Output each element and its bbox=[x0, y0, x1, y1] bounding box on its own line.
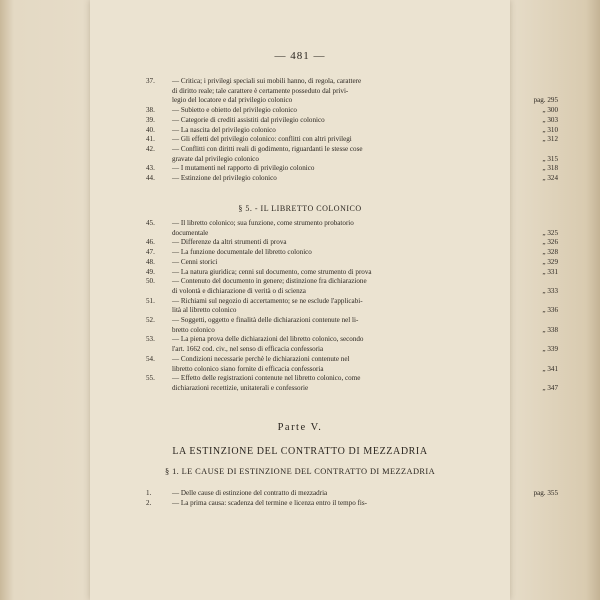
toc-block-1 bbox=[146, 77, 558, 184]
entry-text-line: — Subietto e obietto del privilegio colonico bbox=[172, 106, 297, 115]
entry-page-ref: „ 329 bbox=[542, 257, 558, 266]
toc-entry bbox=[146, 267, 558, 278]
toc-block-3 bbox=[146, 489, 558, 508]
entry-text-line: legio del locatore e dal privilegio colonico bbox=[172, 96, 293, 105]
entry-text-line: di volontà e dichiarazione di verità o di scienza bbox=[172, 286, 306, 295]
entry-text-line: di diritto reale; tale carattere è certamente posseduto dal privi- bbox=[172, 86, 349, 95]
entry-number: 37. bbox=[146, 77, 155, 85]
toc-entry bbox=[146, 174, 558, 184]
entry-number: 43. bbox=[146, 164, 155, 173]
entry-number: 40. bbox=[146, 125, 155, 134]
entry-text-line: — Estinzione del privilegio colonico bbox=[172, 174, 277, 183]
entry-page-ref: „ 338 bbox=[542, 325, 558, 334]
entry-number: 47. bbox=[146, 248, 155, 257]
entry-text-line: — La prima causa: scadenza del termine e licenza entro il tempo fis- bbox=[172, 498, 367, 507]
entry-number: 2. bbox=[146, 498, 152, 507]
toc-entry bbox=[146, 125, 558, 136]
entry-text-line: libretto colonico siano fornite di efficacia confessoria bbox=[172, 364, 324, 373]
entry-text-line: — Critica; i privilegi speciali sui mobili hanno, di regola, carattere bbox=[172, 77, 362, 85]
toc-entry bbox=[146, 354, 558, 374]
entry-text-line: — Conflitti con diritti reali di godimento, riguardanti le stesse cose bbox=[172, 144, 363, 153]
part-title: Parte V. bbox=[277, 422, 323, 433]
entry-page-ref: „ 347 bbox=[542, 383, 558, 392]
entry-page-ref: „ 326 bbox=[542, 238, 558, 247]
toc-entry bbox=[146, 106, 558, 116]
book-page bbox=[90, 0, 558, 600]
toc-entry bbox=[146, 316, 558, 335]
section-1-title: § 1. LE CAUSE DI ESTINZIONE DEL CONTRATTO DI MEZZADRIA bbox=[164, 467, 436, 476]
entry-page-ref: „ 325 bbox=[542, 228, 558, 237]
entry-number: 38. bbox=[146, 106, 155, 115]
toc-entry bbox=[146, 219, 558, 238]
entry-number: 48. bbox=[146, 257, 155, 266]
entry-number: 46. bbox=[146, 238, 155, 247]
toc-entry bbox=[146, 77, 558, 106]
toc-entry bbox=[146, 144, 558, 164]
entry-text-line: lità al libretto colonico bbox=[172, 306, 237, 315]
entry-page-ref: „ 303 bbox=[542, 115, 558, 124]
entry-text-line: — Soggetti, oggetto e finalità delle dichiarazioni contenute nel li- bbox=[172, 316, 359, 325]
entry-page-ref: „ 331 bbox=[542, 267, 558, 276]
toc-block-2 bbox=[146, 219, 558, 394]
entry-text-line: — Contenuto del documento in genere; distinzione fra dichiarazione bbox=[172, 277, 367, 286]
entry-page-ref: „ 315 bbox=[542, 154, 558, 163]
entry-text-line: bretto colonico bbox=[172, 325, 215, 334]
toc-entry bbox=[146, 164, 558, 174]
entry-text-line: dichiarazioni recettizie, unitaterali e confessorie bbox=[172, 383, 309, 392]
entry-page-ref: „ 310 bbox=[542, 125, 558, 134]
entry-number: 53. bbox=[146, 335, 155, 344]
entry-page-ref: „ 333 bbox=[542, 286, 558, 295]
entry-number: 45. bbox=[146, 219, 155, 227]
entry-text-line: — La funzione documentale del libretto colonico bbox=[172, 248, 312, 257]
entry-page-ref: „ 336 bbox=[542, 306, 558, 315]
entry-text-line: — Differenze da altri strumenti di prova bbox=[172, 238, 287, 247]
entry-text-line: — La piena prova delle dichiarazioni del libretto colonico, secondo bbox=[172, 335, 364, 344]
entry-text-line: l'art. 1662 cod. civ., nel senso di efficacia confessoria bbox=[172, 345, 324, 354]
entry-number: 42. bbox=[146, 144, 155, 153]
entry-text-line: — Cenni storici bbox=[172, 257, 218, 266]
entry-number: 1. bbox=[146, 489, 152, 497]
toc-entry bbox=[146, 135, 558, 145]
part-subtitle: LA ESTINZIONE DEL CONTRATTO DI MEZZADRIA bbox=[172, 446, 428, 457]
entry-page-ref: „ 300 bbox=[542, 106, 558, 115]
entry-page-ref: „ 318 bbox=[542, 164, 558, 173]
entry-text-line: gravate dal privilegio colonico bbox=[172, 154, 259, 163]
toc-entry bbox=[146, 374, 558, 393]
entry-text-line: documentale bbox=[172, 228, 209, 237]
entry-page-ref: „ 312 bbox=[542, 135, 558, 144]
entry-number: 51. bbox=[146, 296, 155, 305]
toc-entry bbox=[146, 489, 558, 499]
entry-page-ref: pag. 295 bbox=[533, 96, 558, 105]
toc-entry bbox=[146, 238, 558, 248]
entry-text-line: — Gli effetti del privilegio colonico: conflitti con altri privilegi bbox=[172, 135, 352, 144]
entry-number: 39. bbox=[146, 115, 155, 124]
toc-entry bbox=[146, 296, 558, 316]
entry-page-ref: „ 328 bbox=[542, 248, 558, 257]
entry-text-line: — Delle cause di estinzione del contratto di mezzadria bbox=[172, 489, 328, 497]
entry-number: 49. bbox=[146, 267, 155, 276]
entry-text-line: — I mutamenti nel rapporto di privilegio colonico bbox=[172, 164, 315, 173]
entry-text-line: — Effetto delle registrazioni contenute nel libretto colonico, come bbox=[172, 374, 361, 383]
entry-page-ref: „ 339 bbox=[542, 345, 558, 354]
toc-entry bbox=[146, 277, 558, 296]
toc-entry bbox=[146, 115, 558, 126]
entry-text-line: — Il libretto colonico; sua funzione, come strumento probatorio bbox=[172, 219, 354, 227]
entry-page-ref: pag. 355 bbox=[533, 489, 558, 497]
entry-page-ref: „ 341 bbox=[542, 364, 558, 373]
entry-page-ref: „ 324 bbox=[542, 174, 558, 183]
entry-text-line: — Richiami sul negozio di accertamento; se ne esclude l'applicabi- bbox=[172, 296, 363, 305]
entry-text-line: — La natura giuridica; cenni sul documento, come strumento di prova bbox=[172, 267, 372, 276]
section-5-title: § 5. - IL LIBRETTO COLONICO bbox=[238, 204, 362, 213]
entry-number: 50. bbox=[146, 277, 155, 286]
entry-number: 52. bbox=[146, 316, 155, 325]
entry-text-line: — Categorie di crediti assistiti dal privilegio colonico bbox=[172, 115, 325, 124]
entry-number: 55. bbox=[146, 374, 155, 383]
entry-text-line: — Condizioni necessarie perchè le dichiarazioni contenute nel bbox=[172, 354, 350, 363]
page-number: — 481 — bbox=[274, 50, 326, 62]
entry-number: 44. bbox=[146, 174, 155, 183]
toc-entry bbox=[146, 499, 530, 509]
toc-entry bbox=[146, 248, 558, 258]
toc-entry bbox=[146, 257, 558, 268]
entry-text-line: — La nascita del privilegio colonico bbox=[172, 125, 276, 134]
entry-number: 41. bbox=[146, 135, 155, 144]
toc-entry bbox=[146, 335, 558, 354]
entry-number: 54. bbox=[146, 354, 155, 363]
